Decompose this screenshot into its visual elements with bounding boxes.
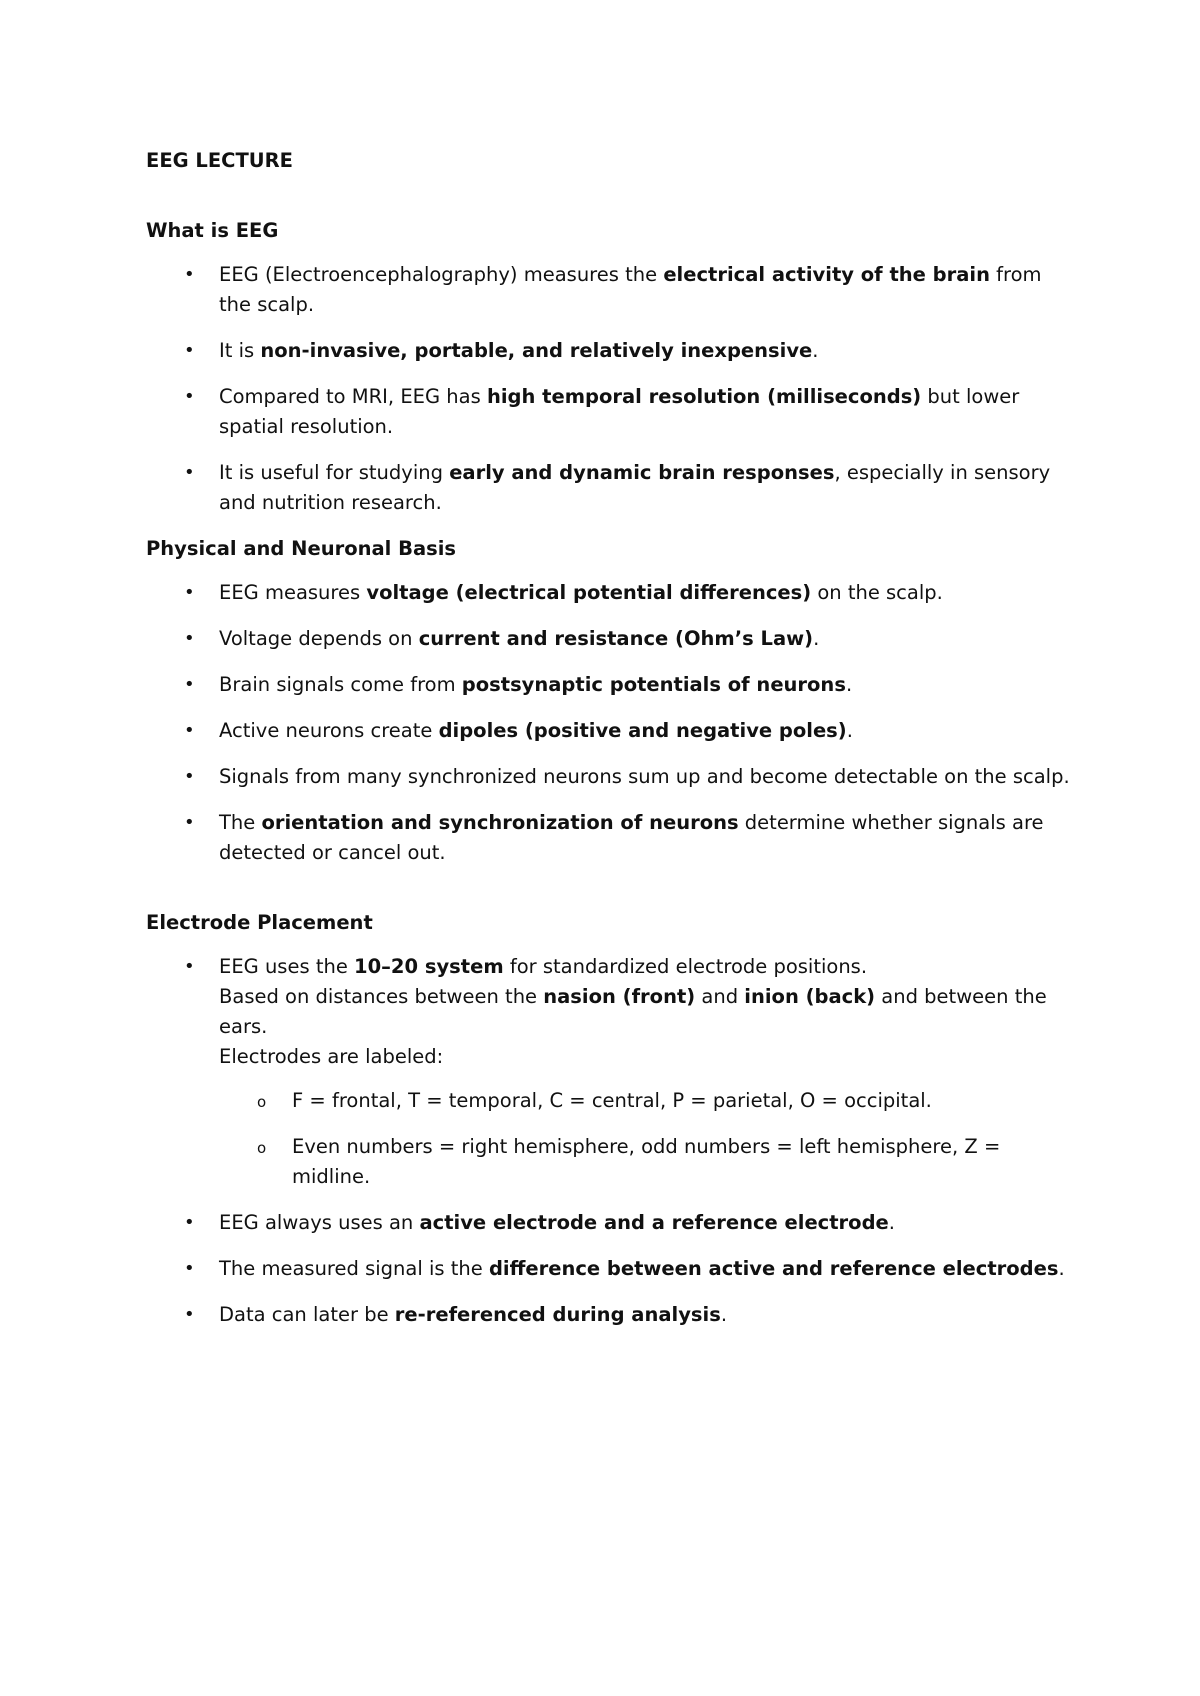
section-heading-physical-neuronal-basis: Physical and Neuronal Basis <box>146 537 457 560</box>
list-item: • Compared to MRI, EEG has high temporal resolution (milliseconds) but lower spatial resolution. <box>146 382 1076 442</box>
list-item: • Signals from many synchronized neurons sum up and become detectable on the scalp. <box>146 762 1076 792</box>
document-content <box>146 146 1076 1346</box>
list-item: • EEG measures voltage (electrical potential differences) on the scalp. <box>146 578 1076 608</box>
bullet-list-electrode-placement <box>146 952 1076 1330</box>
list-item: • Active neurons create dipoles (positive and negative poles). <box>146 716 1076 746</box>
list-item: • EEG (Electroencephalography) measures the electrical activity of the brain from the scalp. <box>146 260 1076 320</box>
list-item: • EEG always uses an active electrode and a reference electrode. <box>146 1208 1076 1238</box>
sub-list-item: o F = frontal, T = temporal, C = central, P = parietal, O = occipital. <box>219 1086 1076 1116</box>
list-item-ten-twenty-system: • EEG uses the 10–20 system for standardized electrode positions. Based on distances between the nasion (front) and inion (back) and between the ears. Electrodes are labeled: o F = frontal, T = temporal, C = central, P = parietal, O = occipital. o Even numbers = right hemisphere, odd numbers = left hemisphere, Z = midline. <box>146 952 1076 1192</box>
section-heading-electrode-placement: Electrode Placement <box>146 911 373 934</box>
sub-list-electrode-labels <box>219 1086 1076 1192</box>
bullet-list-physical-neuronal-basis <box>146 578 1076 868</box>
page-title: EEG LECTURE <box>146 149 293 172</box>
list-item: • Brain signals come from postsynaptic potentials of neurons. <box>146 670 1076 700</box>
section-heading-what-is-eeg: What is EEG <box>146 219 279 242</box>
list-item: • The orientation and synchronization of neurons determine whether signals are detected or cancel out. <box>146 808 1076 868</box>
list-item: • Data can later be re-referenced during analysis. <box>146 1300 1076 1330</box>
bullet-list-what-is-eeg <box>146 260 1076 518</box>
list-item: • It is non-invasive, portable, and relatively inexpensive. <box>146 336 1076 366</box>
list-item: • The measured signal is the difference between active and reference electrodes. <box>146 1254 1076 1284</box>
sub-list-item: o Even numbers = right hemisphere, odd numbers = left hemisphere, Z = midline. <box>219 1132 1076 1192</box>
list-item: • It is useful for studying early and dynamic brain responses, especially in sensory and nutrition research. <box>146 458 1076 518</box>
list-item: • Voltage depends on current and resistance (Ohm’s Law). <box>146 624 1076 654</box>
